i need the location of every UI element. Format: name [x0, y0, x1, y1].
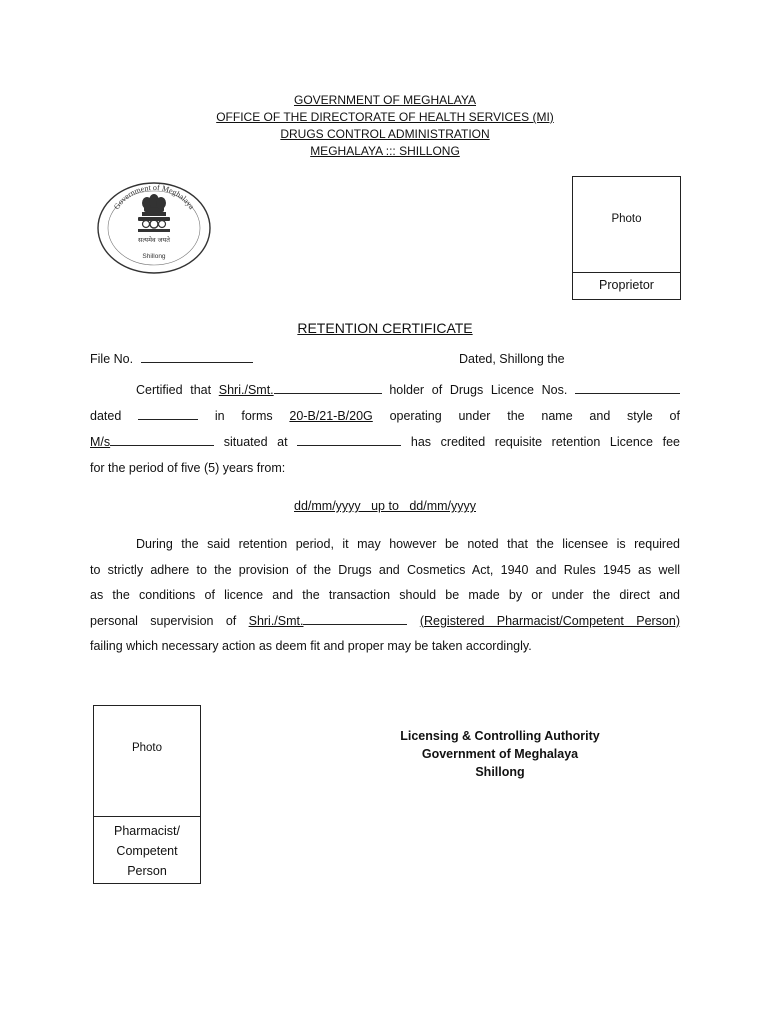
- licence-date-field[interactable]: [138, 407, 198, 420]
- government-seal: [94, 178, 214, 274]
- dated-forms-line: [90, 405, 680, 427]
- header-line-3: DRUGS CONTROL ADMINISTRATION: [280, 127, 490, 141]
- holder-text: holder of Drugs Licence Nos.: [389, 383, 568, 397]
- forms-value: 20-B/21-B/20G: [289, 409, 373, 423]
- file-no-row: [90, 348, 253, 370]
- date-range: dd/mm/yyyy up to dd/mm/yyyy: [294, 499, 476, 513]
- emblem-seal-icon: [94, 178, 214, 274]
- period-line: for the period of five (5) years from:: [90, 461, 286, 475]
- file-no-label: File No.: [90, 352, 134, 366]
- signatory-line-1: Licensing & Controlling Authority: [400, 729, 600, 743]
- firm-name-field[interactable]: [110, 433, 214, 446]
- ms-label: M/s: [90, 435, 214, 449]
- credited-text: has credited requisite retention Licence fee: [410, 435, 681, 449]
- para-line-2: to strictly adhere to the provision of the Drugs and Cosmetics Act, 1940 and Rules 1945 as well: [90, 562, 680, 577]
- holder-name-field[interactable]: [274, 381, 382, 394]
- pharmacist-caption-divider: [94, 816, 200, 817]
- address-field[interactable]: [297, 433, 401, 446]
- header-line-4: MEGHALAYA ::: SHILLONG: [310, 144, 460, 158]
- licence-nos-field[interactable]: [575, 381, 680, 394]
- pharmacist-name-field[interactable]: [303, 612, 407, 625]
- proprietor-caption: Proprietor: [599, 278, 654, 292]
- certificate-title: RETENTION CERTIFICATE: [297, 320, 473, 336]
- pharmacist-role: (Registered Pharmacist/Competent Person): [419, 613, 681, 628]
- dated-label: dated: [90, 409, 122, 423]
- pharmacist-caption: [94, 821, 200, 881]
- header-line-1: GOVERNMENT OF MEGHALAYA: [293, 93, 477, 107]
- dated-shillong-label: Dated, Shillong the: [459, 352, 565, 366]
- supervision-shri-smt: Shri./Smt.: [249, 614, 408, 628]
- situated-label: situated at: [223, 435, 288, 449]
- pharmacist-caption-line-1: Pharmacist/: [114, 824, 180, 838]
- certified-line: [136, 379, 680, 401]
- signatory-line-2: Government of Meghalaya: [421, 747, 579, 761]
- pharmacist-photo-label: Photo: [131, 742, 163, 754]
- operating-text: operating under the name and style of: [389, 409, 680, 423]
- para-line-5: failing which necessary action as deem fit and proper may be taken accordingly.: [90, 639, 532, 653]
- seal-bottom-text: Shillong: [142, 253, 166, 260]
- pharmacist-caption-line-2: Competent: [116, 844, 178, 858]
- proprietor-photo-label: Photo: [611, 213, 642, 225]
- seal-top-text: Government of Meghalaya: [111, 182, 197, 211]
- in-forms-label: in forms: [214, 409, 273, 423]
- seal-motto: सत्यमेव जयते: [138, 236, 170, 244]
- para-line-3: as the conditions of licence and the transaction should be made by or under the direct and: [90, 588, 680, 602]
- proprietor-photo-box: [572, 176, 681, 300]
- supervision-prefix: personal supervision of: [90, 613, 237, 628]
- para-line-1: During the said retention period, it may however be noted that the licensee is required: [136, 537, 680, 551]
- certified-prefix: Certified that: [136, 383, 212, 397]
- pharmacist-photo-box: [93, 705, 201, 884]
- proprietor-caption-divider: [573, 272, 680, 273]
- signatory-block: [360, 727, 640, 781]
- shri-smt-label: Shri./Smt.: [219, 383, 382, 397]
- para-line-4: [90, 609, 680, 635]
- header-line-2: OFFICE OF THE DIRECTORATE OF HEALTH SERVICES (MI): [216, 110, 554, 124]
- file-no-field[interactable]: [141, 350, 253, 363]
- signatory-line-3: Shillong: [475, 765, 525, 779]
- ms-situated-line: [90, 431, 680, 453]
- pharmacist-caption-line-3: Person: [127, 864, 167, 878]
- document-header: [0, 92, 770, 160]
